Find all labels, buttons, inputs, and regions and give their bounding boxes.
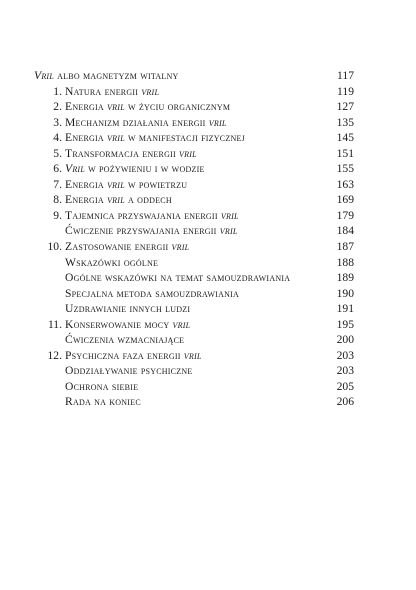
- toc-entry-title-text: Rada na koniec: [65, 395, 141, 409]
- toc-entry-title-text: albo magnetyzm witalny: [54, 69, 179, 82]
- toc-entry: [34, 348, 354, 364]
- toc-entry-number: 1.: [53, 84, 62, 98]
- toc-entry-title-text: Energia: [65, 131, 108, 145]
- toc-entry-title-text: w powietrzu: [124, 177, 188, 191]
- toc-entry-title-text: Konserwowanie mocy: [65, 317, 173, 331]
- toc-entry: [34, 130, 354, 146]
- toc-entry-title: [65, 84, 159, 100]
- toc-entry-title: [65, 301, 190, 317]
- toc-entry-title: [65, 270, 290, 286]
- toc-entry-page-number: 135: [336, 115, 354, 129]
- toc-entry-title-text: Psychiczna faza energii: [65, 348, 184, 362]
- toc-entry-title: [65, 99, 230, 115]
- toc-entry-page-number: 187: [336, 240, 354, 254]
- toc-entry-title-text: Energia: [65, 193, 108, 207]
- toc-entry-title-text: Ćwiczenia wzmacniające: [65, 333, 185, 347]
- toc-entry-title-text: w życiu organicznym: [124, 100, 231, 114]
- toc-entry-page-number: 189: [336, 271, 354, 285]
- toc-entry-title-italic: vril: [183, 348, 202, 362]
- toc-entry-title-text: Natura energii: [65, 84, 142, 98]
- toc-entry: [34, 363, 354, 379]
- toc-entry-number: 10.: [47, 240, 62, 254]
- toc-entry-title: [65, 317, 190, 333]
- toc-entry: [34, 177, 354, 193]
- toc-entry-page-number: 151: [336, 146, 354, 160]
- table-of-contents: [34, 68, 354, 410]
- toc-entry-title-italic: Vril: [34, 69, 55, 82]
- toc-entry-title: [65, 379, 138, 395]
- toc-entry-title-italic: vril: [107, 131, 125, 145]
- toc-entry-title: [65, 394, 141, 410]
- toc-entry-title: [65, 115, 227, 131]
- toc-entry-title-italic: vril: [172, 317, 191, 331]
- toc-entry-title: [65, 348, 202, 364]
- toc-entry: [34, 115, 354, 131]
- toc-entry-title: [65, 239, 189, 255]
- toc-entry-number: 12.: [47, 348, 62, 362]
- toc-entry-title-italic: vril: [208, 115, 227, 129]
- toc-entry-number: 9.: [53, 208, 62, 222]
- toc-entry-title-italic: vril: [107, 100, 125, 114]
- toc-entry-page-number: 205: [336, 379, 354, 393]
- toc-entry-page-number: 145: [336, 131, 354, 145]
- toc-entry-page-number: 163: [336, 177, 354, 191]
- toc-entry: [34, 192, 354, 208]
- toc-entry-page-number: 203: [336, 364, 354, 378]
- toc-entry-title-text: Energia: [65, 177, 108, 191]
- toc-entry-title-text: Transformacja energii: [65, 146, 179, 160]
- toc-entry-title-text: a oddech: [124, 193, 172, 207]
- toc-entry-title: [65, 332, 184, 348]
- toc-entry: [34, 255, 354, 271]
- toc-entry-title-text: Ochrona siebie: [65, 379, 139, 393]
- toc-entry-number: 7.: [53, 177, 62, 191]
- toc-entry-title-italic: vril: [141, 84, 160, 98]
- toc-entry: [34, 379, 354, 395]
- toc-entry-title-italic: Vril: [65, 162, 86, 176]
- toc-entry-title-text: Oddziaływanie psychiczne: [65, 364, 193, 378]
- toc-entry-page-number: 169: [336, 193, 354, 207]
- toc-entry: [34, 208, 354, 224]
- toc-entry-title: [34, 68, 179, 84]
- toc-entry-title: [65, 223, 238, 239]
- toc-entry-title: [65, 208, 239, 224]
- toc-entry-page-number: 203: [336, 348, 354, 362]
- toc-entry: [34, 84, 354, 100]
- toc-entry-title: [65, 146, 197, 162]
- toc-entry-title-text: w pożywieniu i w wodzie: [85, 162, 205, 176]
- toc-entry-number: 6.: [53, 162, 62, 176]
- toc-entry-number: 4.: [53, 131, 62, 145]
- toc-entry-title-italic: vril: [219, 224, 238, 238]
- toc-entry-title: [65, 177, 187, 193]
- toc-entry: [34, 146, 354, 162]
- toc-entry-number: 2.: [53, 100, 62, 114]
- toc-entry: [34, 270, 354, 286]
- toc-entry: [34, 301, 354, 317]
- toc-entry-title: [65, 192, 172, 208]
- toc-entry-title-italic: vril: [220, 208, 239, 222]
- toc-entry-page-number: 206: [336, 395, 354, 409]
- toc-entry: [34, 68, 354, 84]
- toc-entry-page-number: 188: [336, 255, 354, 269]
- toc-entry: [34, 161, 354, 177]
- toc-entry-title-text: Wskazówki ogólne: [65, 255, 159, 269]
- toc-entry-number: 5.: [53, 146, 62, 160]
- toc-entry-number: 11.: [47, 317, 62, 331]
- toc-entry-title-text: Ćwiczenie przyswajania energii: [65, 224, 220, 238]
- toc-entry-title-text: Uzdrawianie innych ludzi: [65, 302, 191, 316]
- toc-entry: [34, 99, 354, 115]
- toc-entry: [34, 317, 354, 333]
- toc-entry: [34, 394, 354, 410]
- toc-entry-page-number: 179: [336, 208, 354, 222]
- toc-entry: [34, 332, 354, 348]
- toc-entry-number: 3.: [53, 115, 62, 129]
- toc-entry-title: [65, 286, 239, 302]
- toc-entry-title-text: w manifestacji fizycznej: [124, 131, 245, 145]
- toc-entry-page-number: 184: [336, 224, 354, 238]
- toc-entry-page-number: 119: [337, 84, 354, 98]
- toc-entry-title-text: Energia: [65, 100, 108, 114]
- toc-entry-page-number: 200: [336, 333, 354, 347]
- toc-entry-title-italic: vril: [171, 240, 190, 254]
- toc-entry-page-number: 155: [336, 162, 354, 176]
- toc-entry-title-text: Ogólne wskazówki na temat samouzdrawiania: [65, 271, 291, 285]
- toc-entry-title: [65, 255, 158, 271]
- toc-entry: [34, 239, 354, 255]
- toc-entry-page-number: 190: [336, 286, 354, 300]
- toc-entry-number: 8.: [53, 193, 62, 207]
- toc-entry-title: [65, 161, 205, 177]
- toc-entry-title-italic: vril: [107, 193, 125, 207]
- toc-entry-title-text: Specjalna metoda samouzdrawiania: [65, 286, 239, 300]
- toc-entry-title-italic: vril: [179, 146, 197, 160]
- toc-entry-page-number: 117: [337, 69, 354, 82]
- toc-entry-page-number: 127: [336, 100, 354, 114]
- toc-entry: [34, 286, 354, 302]
- toc-entry-page-number: 191: [336, 302, 354, 316]
- toc-entry-title-text: Zastosowanie energii: [65, 240, 172, 254]
- toc-entry-title-italic: vril: [107, 177, 125, 191]
- toc-entry-title: [65, 363, 193, 379]
- toc-entry: [34, 223, 354, 239]
- toc-entry-title-text: Mechanizm działania energii: [65, 115, 209, 129]
- toc-entry-page-number: 195: [336, 317, 354, 331]
- toc-entry-title-text: Tajemnica przyswajania energii: [65, 208, 221, 222]
- toc-entry-title: [65, 130, 245, 146]
